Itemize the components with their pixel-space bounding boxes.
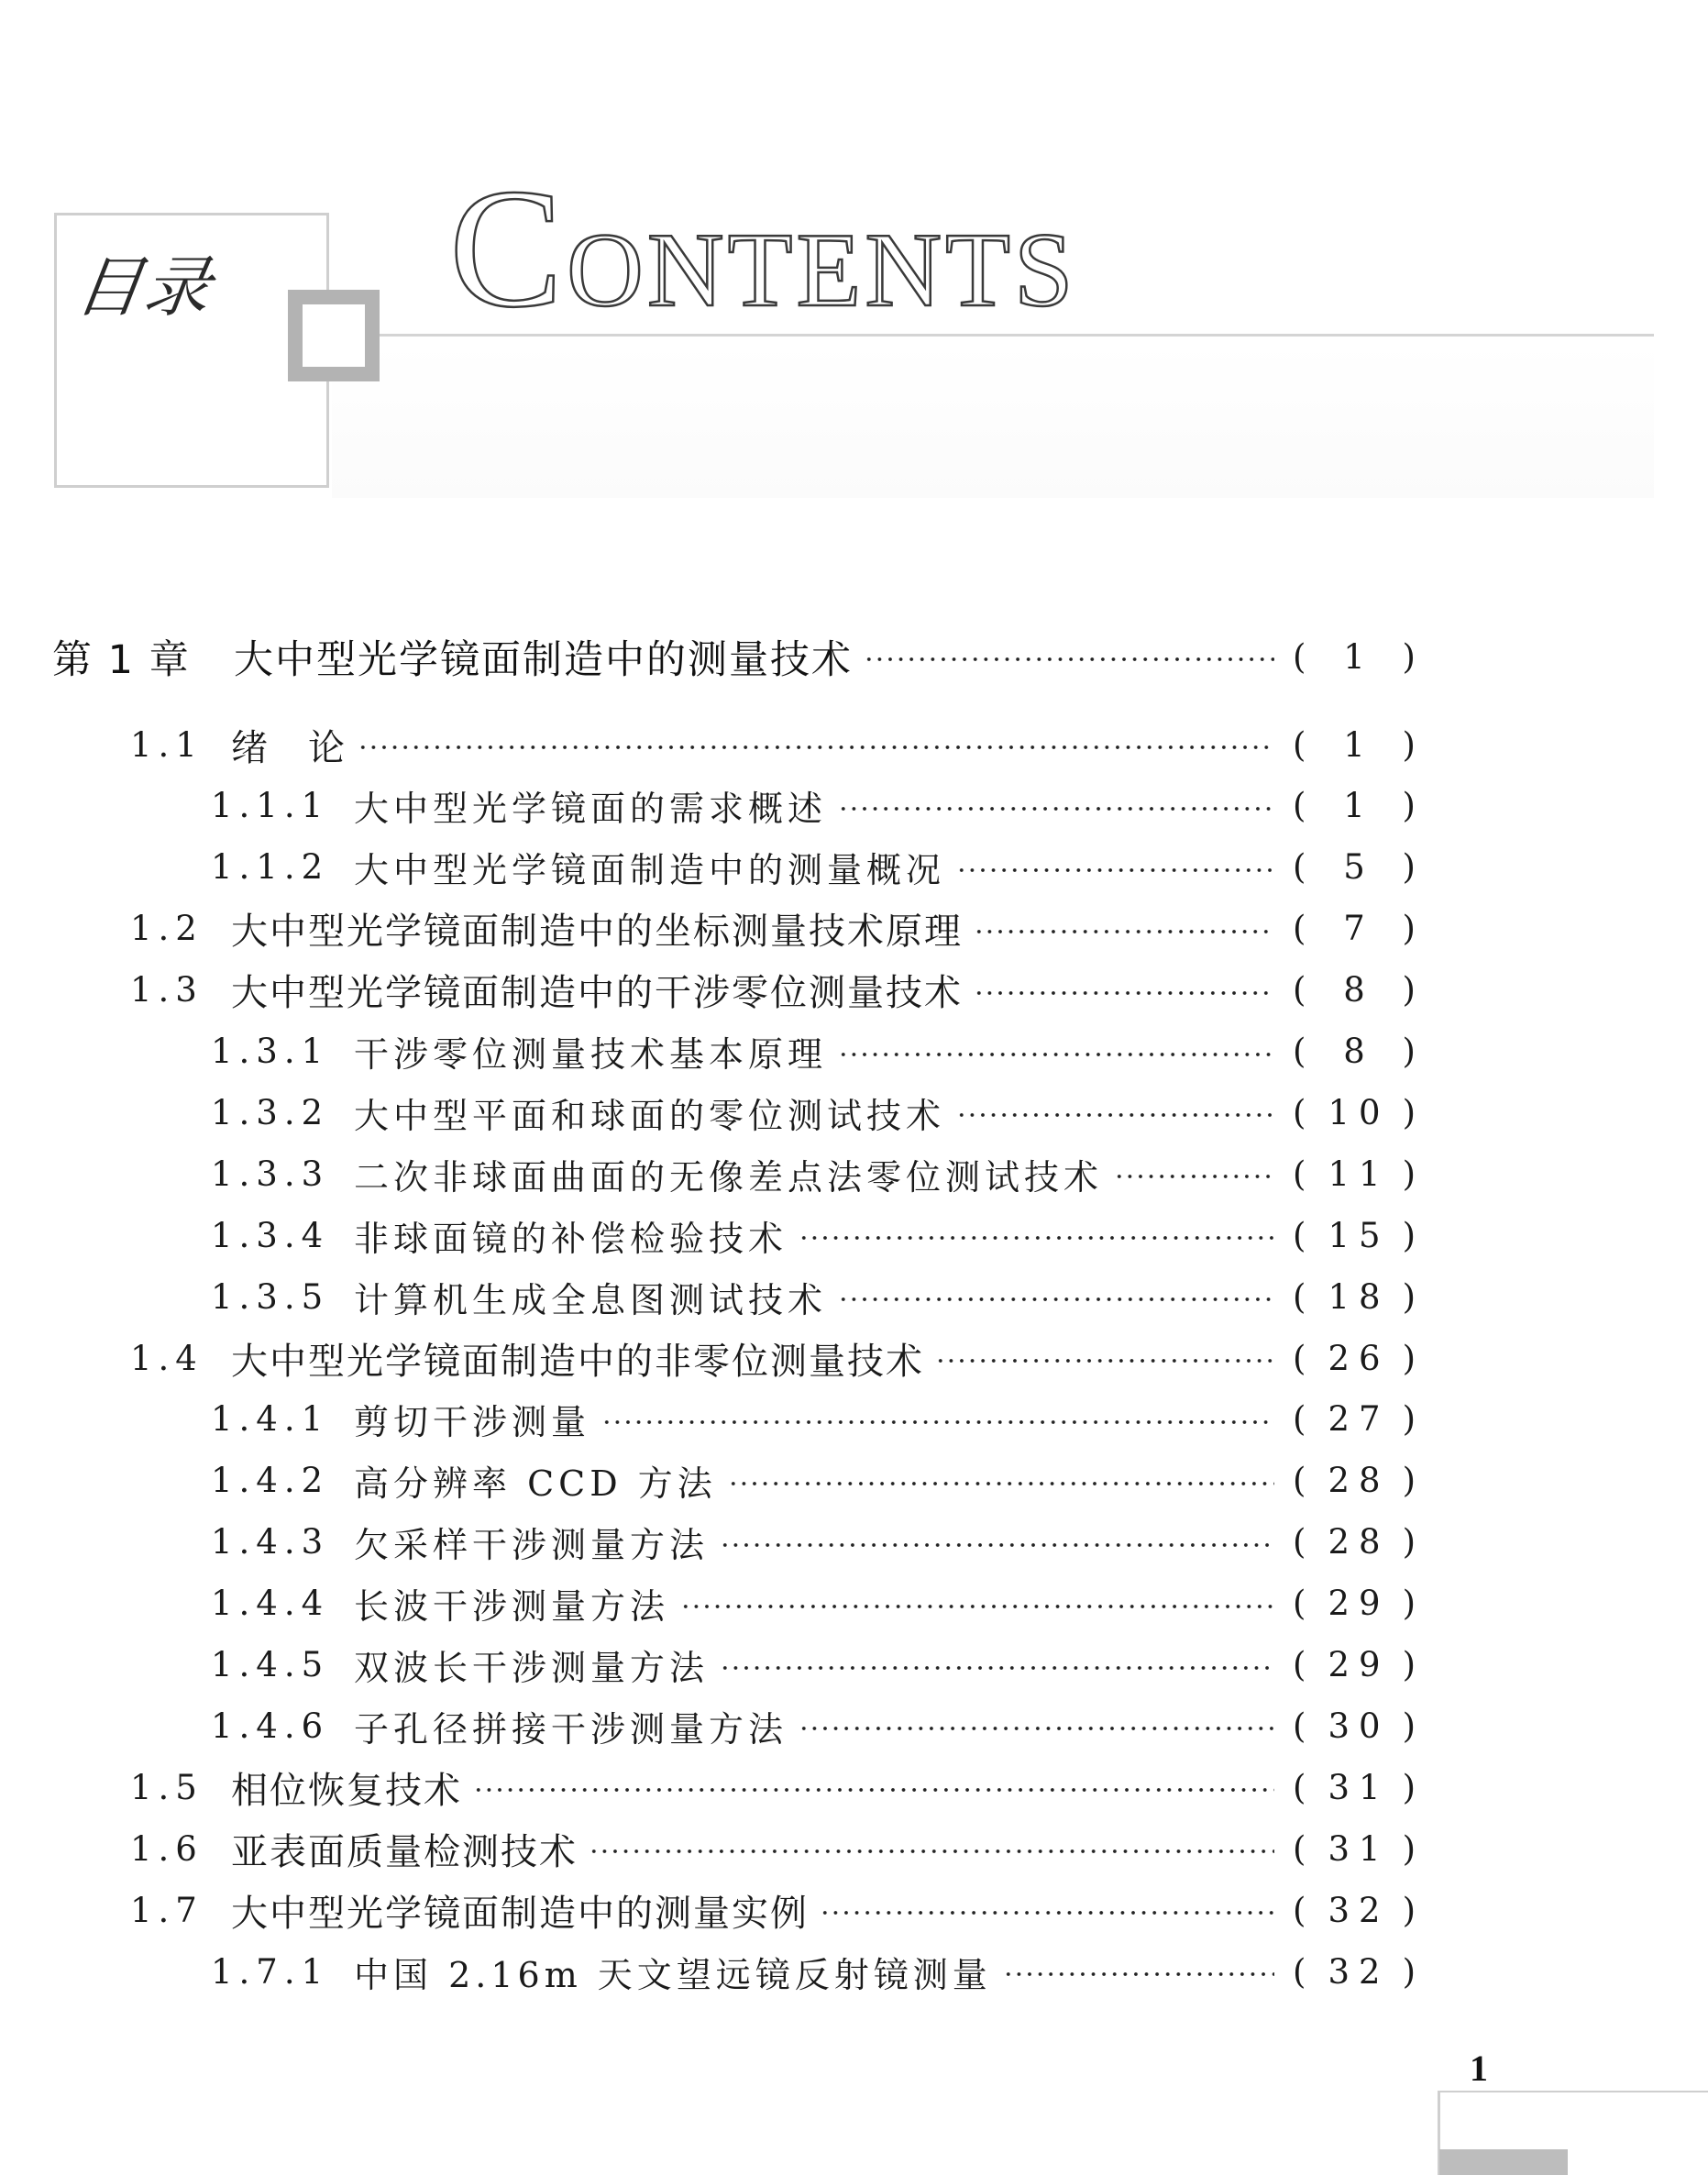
page-ref xyxy=(1293,1645,1416,1684)
english-title-rest: ONTENTS xyxy=(567,212,1077,329)
section-entry[interactable] xyxy=(0,717,1708,772)
page-ref xyxy=(1293,1461,1416,1500)
subsection-entry[interactable] xyxy=(0,1146,1708,1201)
page-number-ref: 28 xyxy=(1328,1522,1390,1562)
dot-leader xyxy=(799,1698,1274,1744)
page-ref xyxy=(1293,909,1416,948)
paren-close: ) xyxy=(1402,909,1416,949)
entry-number: 1.1.2 xyxy=(211,847,330,888)
paren-open: ( xyxy=(1293,1951,1306,1992)
paren-close: ) xyxy=(1402,1645,1416,1684)
paren-open: ( xyxy=(1293,1828,1306,1869)
paren-open: ( xyxy=(1293,724,1306,765)
chapter-number: 第 1 章 xyxy=(52,636,191,683)
page-ref xyxy=(1293,1154,1416,1194)
page-number-ref: 27 xyxy=(1328,1399,1390,1440)
section-entry[interactable] xyxy=(0,1821,1708,1876)
dot-leader xyxy=(589,1821,1274,1867)
entry-title: 大中型光学镜面制造中的测量概况 xyxy=(354,850,946,891)
entry-title: 中国 2.16m 天文望远镜反射镜测量 xyxy=(354,1954,992,1995)
entry-title: 长波干涉测量方法 xyxy=(354,1586,670,1628)
paren-close: ) xyxy=(1402,724,1416,765)
chapter-title: 大中型光学镜面制造中的测量技术 xyxy=(234,636,853,683)
subsection-entry[interactable] xyxy=(0,1453,1708,1508)
page-ref xyxy=(1293,1093,1416,1132)
paren-open: ( xyxy=(1293,1522,1306,1562)
paren-close: ) xyxy=(1402,1338,1416,1378)
page-number-ref: 1 xyxy=(1343,636,1374,677)
page-number-ref: 26 xyxy=(1328,1338,1390,1378)
page-ref xyxy=(1293,1706,1416,1746)
dot-leader xyxy=(956,1085,1274,1131)
entry-title: 欠采样干涉测量方法 xyxy=(354,1525,710,1566)
dot-leader xyxy=(358,717,1274,763)
paren-close: ) xyxy=(1402,1032,1416,1071)
entry-number: 1.4.5 xyxy=(211,1645,330,1684)
entry-number: 1.3.5 xyxy=(211,1276,330,1317)
paren-open: ( xyxy=(1293,1584,1306,1624)
page-ref xyxy=(1293,725,1416,765)
page-ref xyxy=(1293,637,1416,677)
paren-close: ) xyxy=(1402,1092,1416,1132)
entry-number: 1.7 xyxy=(130,1890,204,1930)
paren-open: ( xyxy=(1293,636,1306,677)
entry-title: 二次非球面曲面的无像差点法零位测试技术 xyxy=(354,1156,1104,1198)
paren-close: ) xyxy=(1402,786,1416,826)
section-entry[interactable] xyxy=(0,1330,1708,1386)
dot-leader xyxy=(864,629,1274,675)
page-ref xyxy=(1293,1339,1416,1378)
entry-title: 大中型光学镜面制造中的干涉零位测量技术 xyxy=(231,972,963,1015)
entry-title: 大中型光学镜面制造中的坐标测量技术原理 xyxy=(231,911,963,954)
dot-leader xyxy=(1114,1146,1274,1192)
dot-leader xyxy=(601,1392,1274,1438)
subsection-entry[interactable] xyxy=(0,1515,1708,1570)
section-entry[interactable] xyxy=(0,1760,1708,1815)
entry-title: 计算机生成全息图测试技术 xyxy=(354,1279,828,1320)
paren-close: ) xyxy=(1402,1522,1416,1562)
entry-number: 1.3.1 xyxy=(211,1032,330,1071)
subsection-entry[interactable] xyxy=(0,1698,1708,1753)
subsection-entry[interactable] xyxy=(0,1638,1708,1693)
paren-open: ( xyxy=(1293,1399,1306,1440)
paren-close: ) xyxy=(1402,970,1416,1010)
page-number-ref: 28 xyxy=(1328,1461,1390,1501)
paren-close: ) xyxy=(1402,1706,1416,1746)
page-ref xyxy=(1293,786,1416,825)
entry-title: 亚表面质量检测技术 xyxy=(231,1830,578,1873)
entry-title: 双波长干涉测量方法 xyxy=(354,1648,710,1688)
paren-open: ( xyxy=(1293,1276,1306,1317)
paren-close: ) xyxy=(1402,1399,1416,1440)
entry-number: 1.6 xyxy=(130,1828,204,1869)
entry-number: 1.5 xyxy=(130,1767,204,1807)
entry-number: 1.3 xyxy=(130,970,204,1010)
page-ref xyxy=(1293,1032,1416,1071)
page-number-ref: 18 xyxy=(1328,1276,1390,1317)
dot-leader xyxy=(720,1515,1274,1561)
paren-open: ( xyxy=(1293,1890,1306,1930)
paren-open: ( xyxy=(1293,1032,1306,1071)
section-entry[interactable] xyxy=(0,1882,1708,1938)
footer-bar xyxy=(1439,2149,1568,2175)
paren-open: ( xyxy=(1293,847,1306,888)
paren-close: ) xyxy=(1402,1828,1416,1869)
page-ref xyxy=(1293,1216,1416,1255)
dot-leader xyxy=(974,901,1274,947)
dot-leader xyxy=(1003,1944,1274,1990)
dot-leader xyxy=(838,1024,1274,1070)
paren-close: ) xyxy=(1402,1276,1416,1317)
entry-number: 1.3.4 xyxy=(211,1215,330,1255)
page-number-ref: 8 xyxy=(1343,1032,1374,1071)
section-entry[interactable] xyxy=(0,901,1708,956)
paren-open: ( xyxy=(1293,1338,1306,1378)
page-number-ref: 15 xyxy=(1328,1215,1390,1255)
paren-close: ) xyxy=(1402,1951,1416,1992)
page-number-ref: 11 xyxy=(1328,1154,1390,1194)
paren-open: ( xyxy=(1293,1645,1306,1684)
page-number-ref: 10 xyxy=(1328,1092,1390,1132)
entry-number: 1.1.1 xyxy=(211,786,330,826)
subsection-entry[interactable] xyxy=(0,1085,1708,1140)
page-ref xyxy=(1293,970,1416,1010)
entry-number: 1.3.3 xyxy=(211,1154,330,1194)
subsection-entry[interactable] xyxy=(0,1208,1708,1263)
entry-title: 大中型光学镜面制造中的测量实例 xyxy=(231,1892,809,1935)
subsection-entry[interactable] xyxy=(0,1944,1708,1999)
page-ref xyxy=(1293,1584,1416,1623)
page-number-ref: 30 xyxy=(1328,1706,1390,1746)
entry-number: 1.4.1 xyxy=(211,1399,330,1440)
page-ref xyxy=(1293,1768,1416,1807)
entry-title: 大中型光学镜面制造中的非零位测量技术 xyxy=(231,1340,924,1383)
paren-close: ) xyxy=(1402,847,1416,888)
section-entry[interactable] xyxy=(0,963,1708,1018)
dot-leader xyxy=(956,840,1274,886)
paren-close: ) xyxy=(1402,1215,1416,1255)
subsection-entry[interactable] xyxy=(0,1269,1708,1324)
paren-open: ( xyxy=(1293,786,1306,826)
page-ref xyxy=(1293,1952,1416,1992)
dot-leader xyxy=(728,1453,1274,1499)
paren-close: ) xyxy=(1402,636,1416,677)
entry-number: 1.1 xyxy=(130,724,204,765)
entry-number: 1.4 xyxy=(130,1338,204,1378)
chinese-title: 目录 xyxy=(71,248,218,326)
entry-title: 干涉零位测量技术基本原理 xyxy=(354,1034,828,1075)
page-number-ref: 5 xyxy=(1343,847,1374,888)
paren-open: ( xyxy=(1293,1461,1306,1501)
entry-title: 非球面镜的补偿检验技术 xyxy=(354,1218,788,1259)
subsection-entry[interactable] xyxy=(0,778,1708,834)
dot-leader xyxy=(820,1882,1274,1928)
page-number-ref: 31 xyxy=(1328,1828,1390,1869)
subsection-entry[interactable] xyxy=(0,1024,1708,1079)
page-ref xyxy=(1293,1891,1416,1930)
chapter-entry[interactable] xyxy=(0,629,1708,684)
page-number-ref: 32 xyxy=(1328,1890,1390,1930)
entry-title: 高分辨率 CCD 方法 xyxy=(354,1463,717,1505)
page-number: 1 xyxy=(1470,2048,1488,2089)
entry-title: 大中型平面和球面的零位测试技术 xyxy=(354,1095,946,1136)
paren-open: ( xyxy=(1293,1092,1306,1132)
page-ref xyxy=(1293,1829,1416,1869)
page-number-ref: 8 xyxy=(1343,970,1374,1010)
entry-title: 大中型光学镜面的需求概述 xyxy=(354,789,828,830)
english-title-initial: C xyxy=(449,154,567,343)
subsection-entry[interactable] xyxy=(0,1392,1708,1447)
entry-title: 剪切干涉测量 xyxy=(354,1402,591,1443)
entry-number: 1.3.2 xyxy=(211,1092,330,1132)
page-number-ref: 29 xyxy=(1328,1645,1390,1684)
entry-title: 子孔径拼接干涉测量方法 xyxy=(354,1708,788,1750)
entry-number: 1.4.2 xyxy=(211,1461,330,1501)
subsection-entry[interactable] xyxy=(0,1576,1708,1631)
dot-leader xyxy=(838,1269,1274,1315)
dot-leader xyxy=(974,963,1274,1009)
page-number-ref: 31 xyxy=(1328,1767,1390,1807)
paren-open: ( xyxy=(1293,1215,1306,1255)
dot-leader xyxy=(799,1208,1274,1253)
dot-leader xyxy=(680,1576,1274,1622)
subsection-entry[interactable] xyxy=(0,840,1708,895)
entry-number: 1.4.6 xyxy=(211,1706,330,1746)
page-number-ref: 7 xyxy=(1343,909,1374,949)
dot-leader xyxy=(935,1330,1274,1376)
dot-leader xyxy=(838,778,1274,824)
paren-close: ) xyxy=(1402,1154,1416,1194)
entry-number: 1.7.1 xyxy=(211,1951,330,1992)
paren-close: ) xyxy=(1402,1767,1416,1807)
paren-open: ( xyxy=(1293,970,1306,1010)
page-ref xyxy=(1293,1399,1416,1439)
paren-open: ( xyxy=(1293,1154,1306,1194)
page-number-ref: 1 xyxy=(1343,786,1374,826)
entry-title: 绪 论 xyxy=(231,726,347,769)
page-number-ref: 1 xyxy=(1343,724,1374,765)
page-ref xyxy=(1293,1522,1416,1562)
paren-close: ) xyxy=(1402,1461,1416,1501)
paren-open: ( xyxy=(1293,1706,1306,1746)
paren-open: ( xyxy=(1293,1767,1306,1807)
page-ref xyxy=(1293,1277,1416,1317)
page-number-ref: 29 xyxy=(1328,1584,1390,1624)
page-number-ref: 32 xyxy=(1328,1951,1390,1992)
dot-leader xyxy=(720,1638,1274,1684)
dot-leader xyxy=(473,1760,1274,1805)
entry-number: 1.4.3 xyxy=(211,1522,330,1562)
paren-close: ) xyxy=(1402,1890,1416,1930)
entry-number: 1.4.4 xyxy=(211,1584,330,1624)
page-ref xyxy=(1293,847,1416,887)
paren-close: ) xyxy=(1402,1584,1416,1624)
paren-open: ( xyxy=(1293,909,1306,949)
entry-title: 相位恢复技术 xyxy=(231,1769,462,1812)
entry-number: 1.2 xyxy=(130,909,204,949)
